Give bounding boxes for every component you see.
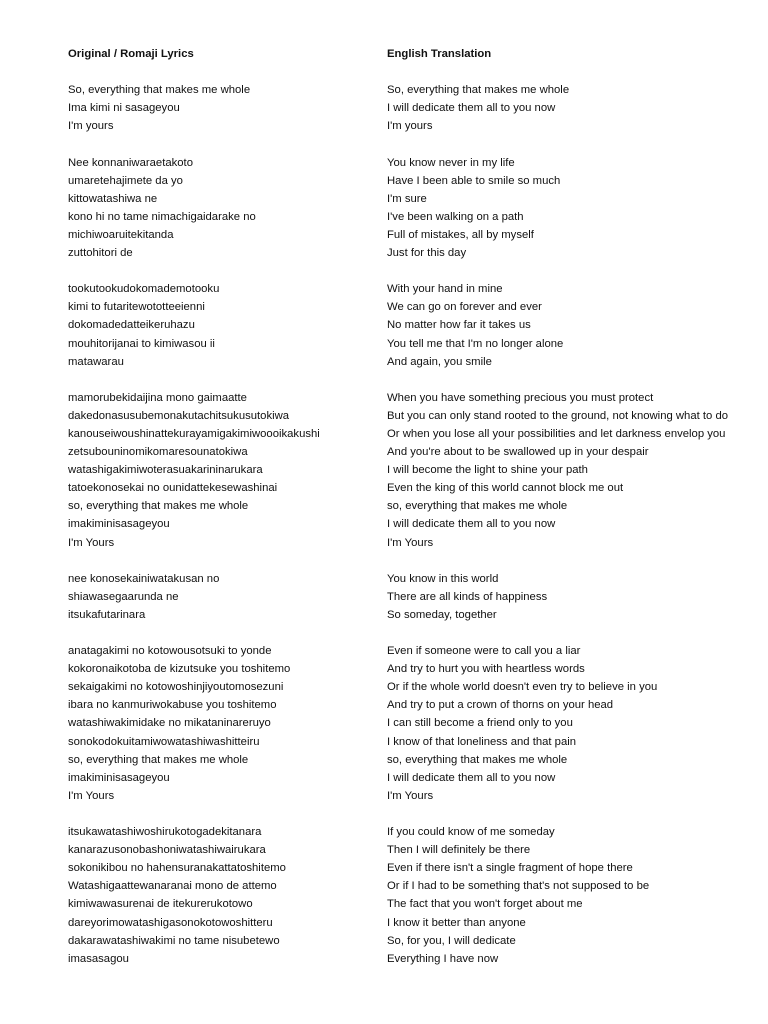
translation-lyric-line: so, everything that makes me whole: [387, 753, 568, 766]
translation-lyric-line: The fact that you won't forget about me: [387, 898, 583, 911]
original-stanza: [68, 570, 368, 624]
translation-lyric-line: So someday, together: [387, 608, 497, 621]
translation-lyric-line: I'm Yours: [387, 789, 434, 802]
translation-lyric-line: With your hand in mine: [387, 283, 503, 296]
original-stanza: [68, 154, 368, 263]
original-lyric-line: tatoekonosekai no ounidattekesewashinai: [68, 482, 278, 495]
translation-stanza: [387, 389, 762, 552]
original-lyric-line: imakiminisasageyou: [68, 518, 170, 531]
original-lyric-line: kanarazusonobashoniwatashiwairukara: [68, 844, 266, 857]
original-lyric-line: kimiwawasurenai de itekurerukotowo: [68, 898, 253, 911]
translation-stanza: [387, 81, 762, 135]
translation-lyric-line: Or if the whole world doesn't even try to believe in you: [387, 681, 658, 694]
translation-lyric-line: Have I been able to smile so much: [387, 174, 561, 187]
translation-lyric-line: Just for this day: [387, 247, 467, 260]
original-lyric-line: dakedonasusubemonakutachitsukusutokiwa: [68, 409, 290, 422]
original-lyric-line: matawarau: [68, 355, 124, 368]
original-stanza: [68, 389, 368, 552]
original-lyric-line: sokonikibou no hahensuranakattatoshitemo: [68, 862, 286, 875]
translation-lyric-line: I'm sure: [387, 192, 427, 205]
translation-heading: English Translation: [387, 48, 492, 60]
translation-lyric-line: I know of that loneliness and that pain: [387, 735, 577, 748]
original-lyric-line: watashiwakimidake no mikataninareruyo: [68, 717, 271, 730]
original-lyric-line: imasasagou: [68, 952, 129, 965]
translation-lyric-line: Even if there isn't a single fragment of hope there: [387, 862, 633, 875]
translation-lyric-line: And try to hurt you with heartless words: [387, 663, 585, 676]
translation-lyric-line: Or when you lose all your possibilities and let darkness envelop you: [387, 427, 726, 440]
translation-lyric-line: We can go on forever and ever: [387, 301, 542, 314]
translation-lyric-line: Even the king of this world cannot block me out: [387, 482, 624, 495]
translation-lyric-line: You know in this world: [387, 572, 499, 585]
original-stanza: [68, 642, 368, 805]
translation-lyric-line: But you can only stand rooted to the ground, not knowing what to do: [387, 409, 729, 422]
translation-lyric-line: You know never in my life: [387, 156, 515, 169]
original-lyric-line: dokomadedatteikeruhazu: [68, 319, 195, 332]
translation-stanza: [387, 154, 762, 263]
original-lyric-line: I'm yours: [68, 120, 114, 133]
original-lyric-line: kokoronaikotoba de kizutsuke you toshitemo: [68, 663, 291, 676]
original-lyric-line: anatagakimi no kotowousotsuki to yonde: [68, 645, 272, 658]
original-stanza: [68, 280, 368, 370]
translation-lyric-line: And you're about to be swallowed up in your despair: [387, 446, 649, 459]
translation-stanza: [387, 823, 762, 968]
heading-spacer: [68, 63, 368, 81]
original-lyric-line: kittowatashiwa ne: [68, 192, 158, 205]
translation-lyric-line: so, everything that makes me whole: [387, 500, 568, 513]
translation-lyric-line: So, for you, I will dedicate: [387, 934, 516, 947]
original-stanza: [68, 823, 368, 968]
original-lyric-line: so, everything that makes me whole: [68, 753, 249, 766]
translation-lyric-line: And try to put a crown of thorns on your head: [387, 699, 614, 712]
original-lyric-line: Ima kimi ni sasageyou: [68, 102, 180, 115]
translation-lyric-line: So, everything that makes me whole: [387, 84, 570, 97]
original-lyric-line: sekaigakimi no kotowoshinjiyoutomosezuni: [68, 681, 284, 694]
original-lyric-line: itsukafutarinara: [68, 608, 146, 621]
original-lyric-line: Watashigaattewanaranai mono de attemo: [68, 880, 277, 893]
original-lyric-line: so, everything that makes me whole: [68, 500, 249, 513]
translation-body: [387, 81, 762, 968]
original-lyric-line: kanouseiwoushinattekurayamigakimiwoooikakushi: [68, 427, 320, 440]
translation-lyric-line: No matter how far it takes us: [387, 319, 531, 332]
original-lyric-line: I'm Yours: [68, 789, 115, 802]
original-stanza: [68, 81, 368, 135]
translation-lyric-line: When you have something precious you must protect: [387, 391, 654, 404]
original-lyric-line: itsukawatashiwoshirukotogadekitanara: [68, 826, 262, 839]
original-heading: Original / Romaji Lyrics: [68, 48, 194, 60]
translation-lyric-line: I've been walking on a path: [387, 210, 524, 223]
original-lyric-line: nee konosekainiwatakusan no: [68, 572, 220, 585]
original-lyric-line: I'm Yours: [68, 536, 115, 549]
original-lyric-line: kono hi no tame nimachigaidarake no: [68, 210, 256, 223]
original-lyric-line: mouhitorijanai to kimiwasou ii: [68, 337, 215, 350]
translation-stanza: [387, 280, 762, 370]
heading-spacer: [387, 63, 762, 81]
translation-lyric-line: I will become the light to shine your path: [387, 464, 588, 477]
original-lyric-line: mamorubekidaijina mono gaimaatte: [68, 391, 247, 404]
translation-lyric-line: You tell me that I'm no longer alone: [387, 337, 564, 350]
translation-column: [387, 45, 762, 986]
translation-lyric-line: If you could know of me someday: [387, 826, 555, 839]
original-lyric-line: watashigakimiwoterasuakarininarukara: [68, 464, 263, 477]
translation-lyric-line: And again, you smile: [387, 355, 492, 368]
translation-lyric-line: I will dedicate them all to you now: [387, 771, 556, 784]
translation-lyric-line: Full of mistakes, all by myself: [387, 228, 534, 241]
original-lyric-line: shiawasegaarunda ne: [68, 590, 179, 603]
original-lyric-line: tookutookudokomademotooku: [68, 283, 220, 296]
original-lyric-line: ibara no kanmuriwokabuse you toshitemo: [68, 699, 277, 712]
translation-lyric-line: I can still become a friend only to you: [387, 717, 573, 730]
original-lyric-line: sonokodokuitamiwowatashiwashitteiru: [68, 735, 260, 748]
original-lyric-line: imakiminisasageyou: [68, 771, 170, 784]
original-lyric-line: zetsubouninomikomaresounatokiwa: [68, 446, 248, 459]
translation-lyric-line: I'm yours: [387, 120, 433, 133]
translation-lyric-line: I will dedicate them all to you now: [387, 102, 556, 115]
translation-lyric-line: I know it better than anyone: [387, 916, 526, 929]
translation-lyric-line: Even if someone were to call you a liar: [387, 645, 581, 658]
original-lyric-line: dareyorimowatashigasonokotowoshitteru: [68, 916, 273, 929]
translation-lyric-line: Or if I had to be something that's not supposed to be: [387, 880, 650, 893]
original-lyrics-column: [68, 45, 368, 986]
original-lyric-line: So, everything that makes me whole: [68, 84, 251, 97]
original-lyric-line: Nee konnaniwaraetakoto: [68, 156, 193, 169]
translation-lyric-line: Everything I have now: [387, 952, 499, 965]
original-lyric-line: michiwoaruitekitanda: [68, 228, 174, 241]
original-lyric-line: dakarawatashiwakimi no tame nisubetewo: [68, 934, 280, 947]
original-lyric-line: kimi to futaritewototteeienni: [68, 301, 205, 314]
original-lyrics-body: [68, 81, 368, 968]
original-lyric-line: umaretehajimete da yo: [68, 174, 183, 187]
original-lyric-line: zuttohitori de: [68, 247, 133, 260]
translation-lyric-line: There are all kinds of happiness: [387, 590, 548, 603]
translation-lyric-line: I will dedicate them all to you now: [387, 518, 556, 531]
translation-stanza: [387, 570, 762, 624]
translation-lyric-line: I'm Yours: [387, 536, 434, 549]
translation-stanza: [387, 642, 762, 805]
translation-lyric-line: Then I will definitely be there: [387, 844, 531, 857]
